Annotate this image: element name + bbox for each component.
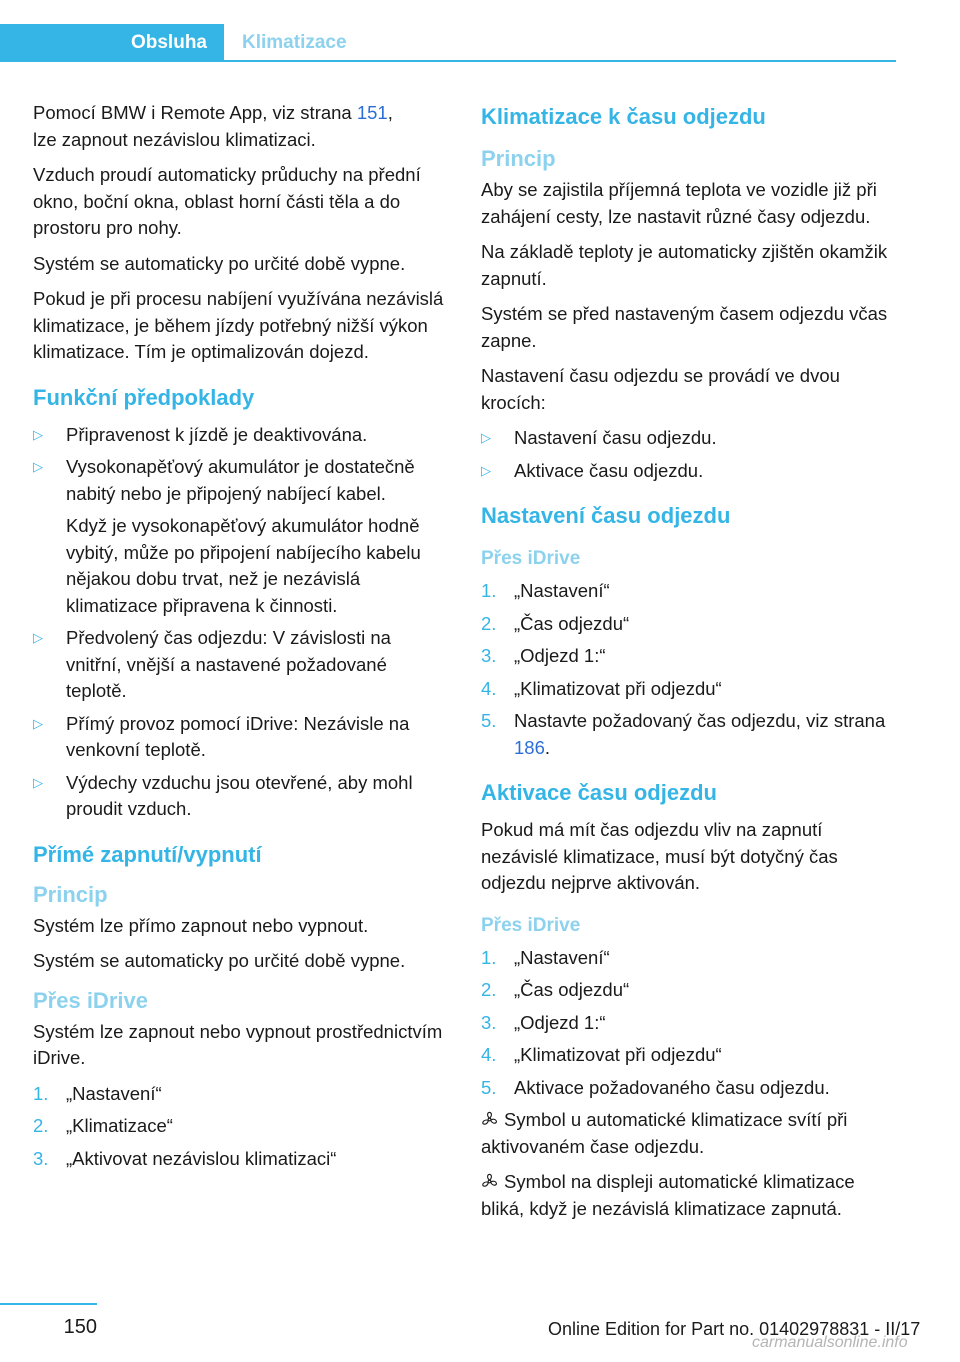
activation-paragraph: Pokud má mít čas odjezdu vliv na zapnutí nezávislé klimatizace, musí být dotyčný čas odjezdu nejprve aktivován. (481, 819, 838, 893)
symbol-note-1: Symbol u automatické klimatizace svítí při aktivovaném čase odjezdu. (481, 1109, 848, 1157)
fan-climate-icon (481, 1173, 498, 1190)
principle-paragraph-1: Systém lze přímo zapnout nebo vypnout. (33, 914, 369, 936)
right-column (481, 100, 899, 1231)
idrive-paragraph: Systém lze zapnout nebo vypnout prostřednictvím iDrive. (33, 1020, 443, 1068)
heading-via-idrive: Přes iDrive (33, 987, 148, 1013)
step-item: 3. „Aktivovat nezávislou klimatizaci“ (33, 1147, 337, 1169)
list-item: ▷ Výdechy vzduchu jsou otevřené, aby mohl proudit vzduch. (33, 771, 413, 819)
triangle-bullet-icon: ▷ (33, 715, 43, 731)
step-item: 2. „Čas odjezdu“ (481, 612, 630, 634)
triangle-bullet-icon: ▷ (33, 630, 43, 645)
triangle-bullet-icon: ▷ (33, 459, 43, 474)
heading-principle: Princip (33, 881, 108, 907)
page-link-151[interactable]: 151 (356, 102, 388, 123)
step-item: 5. Nastavte požadovaný čas odjezdu, viz strana 186. (481, 710, 886, 758)
list-item: ▷ Aktivace času odjezdu. (481, 458, 899, 485)
list-item: ▷ Přímý provoz pomocí iDrive: Nezávisle na venkovní teplotě. (33, 712, 410, 760)
step-item: 3. „Odjezd 1:“ (481, 645, 606, 666)
fan-climate-icon (481, 1111, 498, 1128)
auto-off-paragraph: Systém se automaticky po určité době vypne. (33, 252, 406, 274)
step-item: 1. „Nastavení“ (33, 1082, 162, 1104)
list-item-note: Když je vysokonapěťový akumulátor hodně vybitý, může po připojení nabíjecího kabelu nějakou dobu trvat, než je nezávislá klimatizace připravena k činnosti. (66, 515, 421, 616)
set-departure-steps (481, 578, 899, 761)
heading-via-idrive-2: Přes iDrive (481, 914, 581, 936)
page-link-186[interactable]: 186 (514, 736, 545, 758)
step-item: 1. „Nastavení“ (481, 580, 610, 601)
step-item: 2. „Klimatizace“ (33, 1115, 173, 1136)
departure-paragraph-2: Na základě teploty je automaticky zjištěn okamžik zapnutí. (481, 241, 888, 289)
step-item: 4. „Klimatizovat při odjezdu“ (481, 677, 722, 699)
charging-paragraph: Pokud je při procesu nabíjení využívána nezávislá klimatizace, je během jízdy potřebný nižší výkon klimatizace. Tím je optimalizován dojezd. (33, 288, 444, 362)
page-number: 150 (63, 1316, 97, 1338)
step-item: 4. „Klimatizovat při odjezdu“ (481, 1044, 722, 1065)
step-item: 2. „Čas odjezdu“ (481, 979, 630, 1000)
page-header (0, 24, 960, 62)
symbol-note-2: Symbol na displeji automatické klimatizace bliká, když je nezávislá klimatizace zapnutá. (481, 1171, 855, 1219)
departure-steps-list (481, 425, 899, 484)
triangle-bullet-icon: ▷ (481, 462, 491, 478)
section-tab: Obsluha (0, 24, 224, 62)
triangle-bullet-icon: ▷ (33, 426, 43, 442)
step-item: 5. Aktivace požadovaného času odjezdu. (481, 1076, 830, 1098)
departure-paragraph-3: Systém se před nastaveným časem odjezdu včas zapne. (481, 303, 888, 351)
list-item: ▷ Nastavení času odjezdu. (481, 425, 899, 452)
airflow-paragraph: Vzduch proudí automaticky průduchy na přední okno, boční okna, oblast horní části těla a do prostoru pro nohy. (33, 164, 421, 238)
heading-departure-climate: Klimatizace k času odjezdu (481, 104, 766, 129)
edition-footer: Online Edition for Part no. 01402978831 - II/17 (548, 1319, 921, 1339)
heading-direct-on-off: Přímé zapnutí/vypnutí (33, 841, 262, 867)
heading-set-departure: Nastavení času odjezdu (481, 503, 731, 528)
activate-departure-steps (481, 945, 899, 1102)
intro-paragraph: Pomocí BMW i Remote App, viz strana 151, lze zapnout nezávislou klimatizaci. (33, 102, 393, 150)
heading-via-idrive-1: Přes iDrive (481, 548, 581, 569)
departure-paragraph-4: Nastavení času odjezdu se provádí ve dvou krocích: (481, 365, 840, 413)
triangle-bullet-icon: ▷ (33, 774, 43, 790)
idrive-steps (33, 1081, 451, 1173)
chapter-tab: Klimatizace (242, 32, 347, 53)
departure-paragraph-1: Aby se zajistila příjemná teplota ve vozidle již při zahájení cesty, lze nastavit různé časy odjezdu. (481, 179, 877, 227)
page-number-rule (0, 1303, 97, 1305)
heading-activate-departure: Aktivace času odjezdu (481, 780, 717, 805)
principle-paragraph-2: Systém se automaticky po určité době vypne. (33, 950, 406, 971)
header-rule (224, 60, 896, 62)
left-column (33, 100, 451, 1178)
watermark: carmanualsonline.info (752, 1334, 908, 1351)
triangle-bullet-icon: ▷ (481, 430, 491, 445)
step-item: 1. „Nastavení“ (481, 946, 610, 968)
list-item: ▷ Předvolený čas odjezdu: V závislosti na vnitřní, vnější a nastavené požadované teplotě. (33, 627, 391, 701)
list-item: ▷ Vysokonapěťový akumulátor je dostatečně nabitý nebo je připojený nabíjecí kabel. Když je vysokonapěťový akumulátor hodně vybitý, může po připojení nabíjecího kabelu nějakou dobu trvat, než je nezávislá klimatizace připravena k činnosti. (33, 454, 451, 619)
step-item: 3. „Odjezd 1:“ (481, 1011, 606, 1033)
list-item: ▷ Připravenost k jízdě je deaktivována. (33, 422, 451, 449)
requirements-list (33, 422, 451, 823)
heading-principle-right: Princip (481, 146, 556, 171)
heading-functional-requirements: Funkční předpoklady (33, 384, 255, 410)
